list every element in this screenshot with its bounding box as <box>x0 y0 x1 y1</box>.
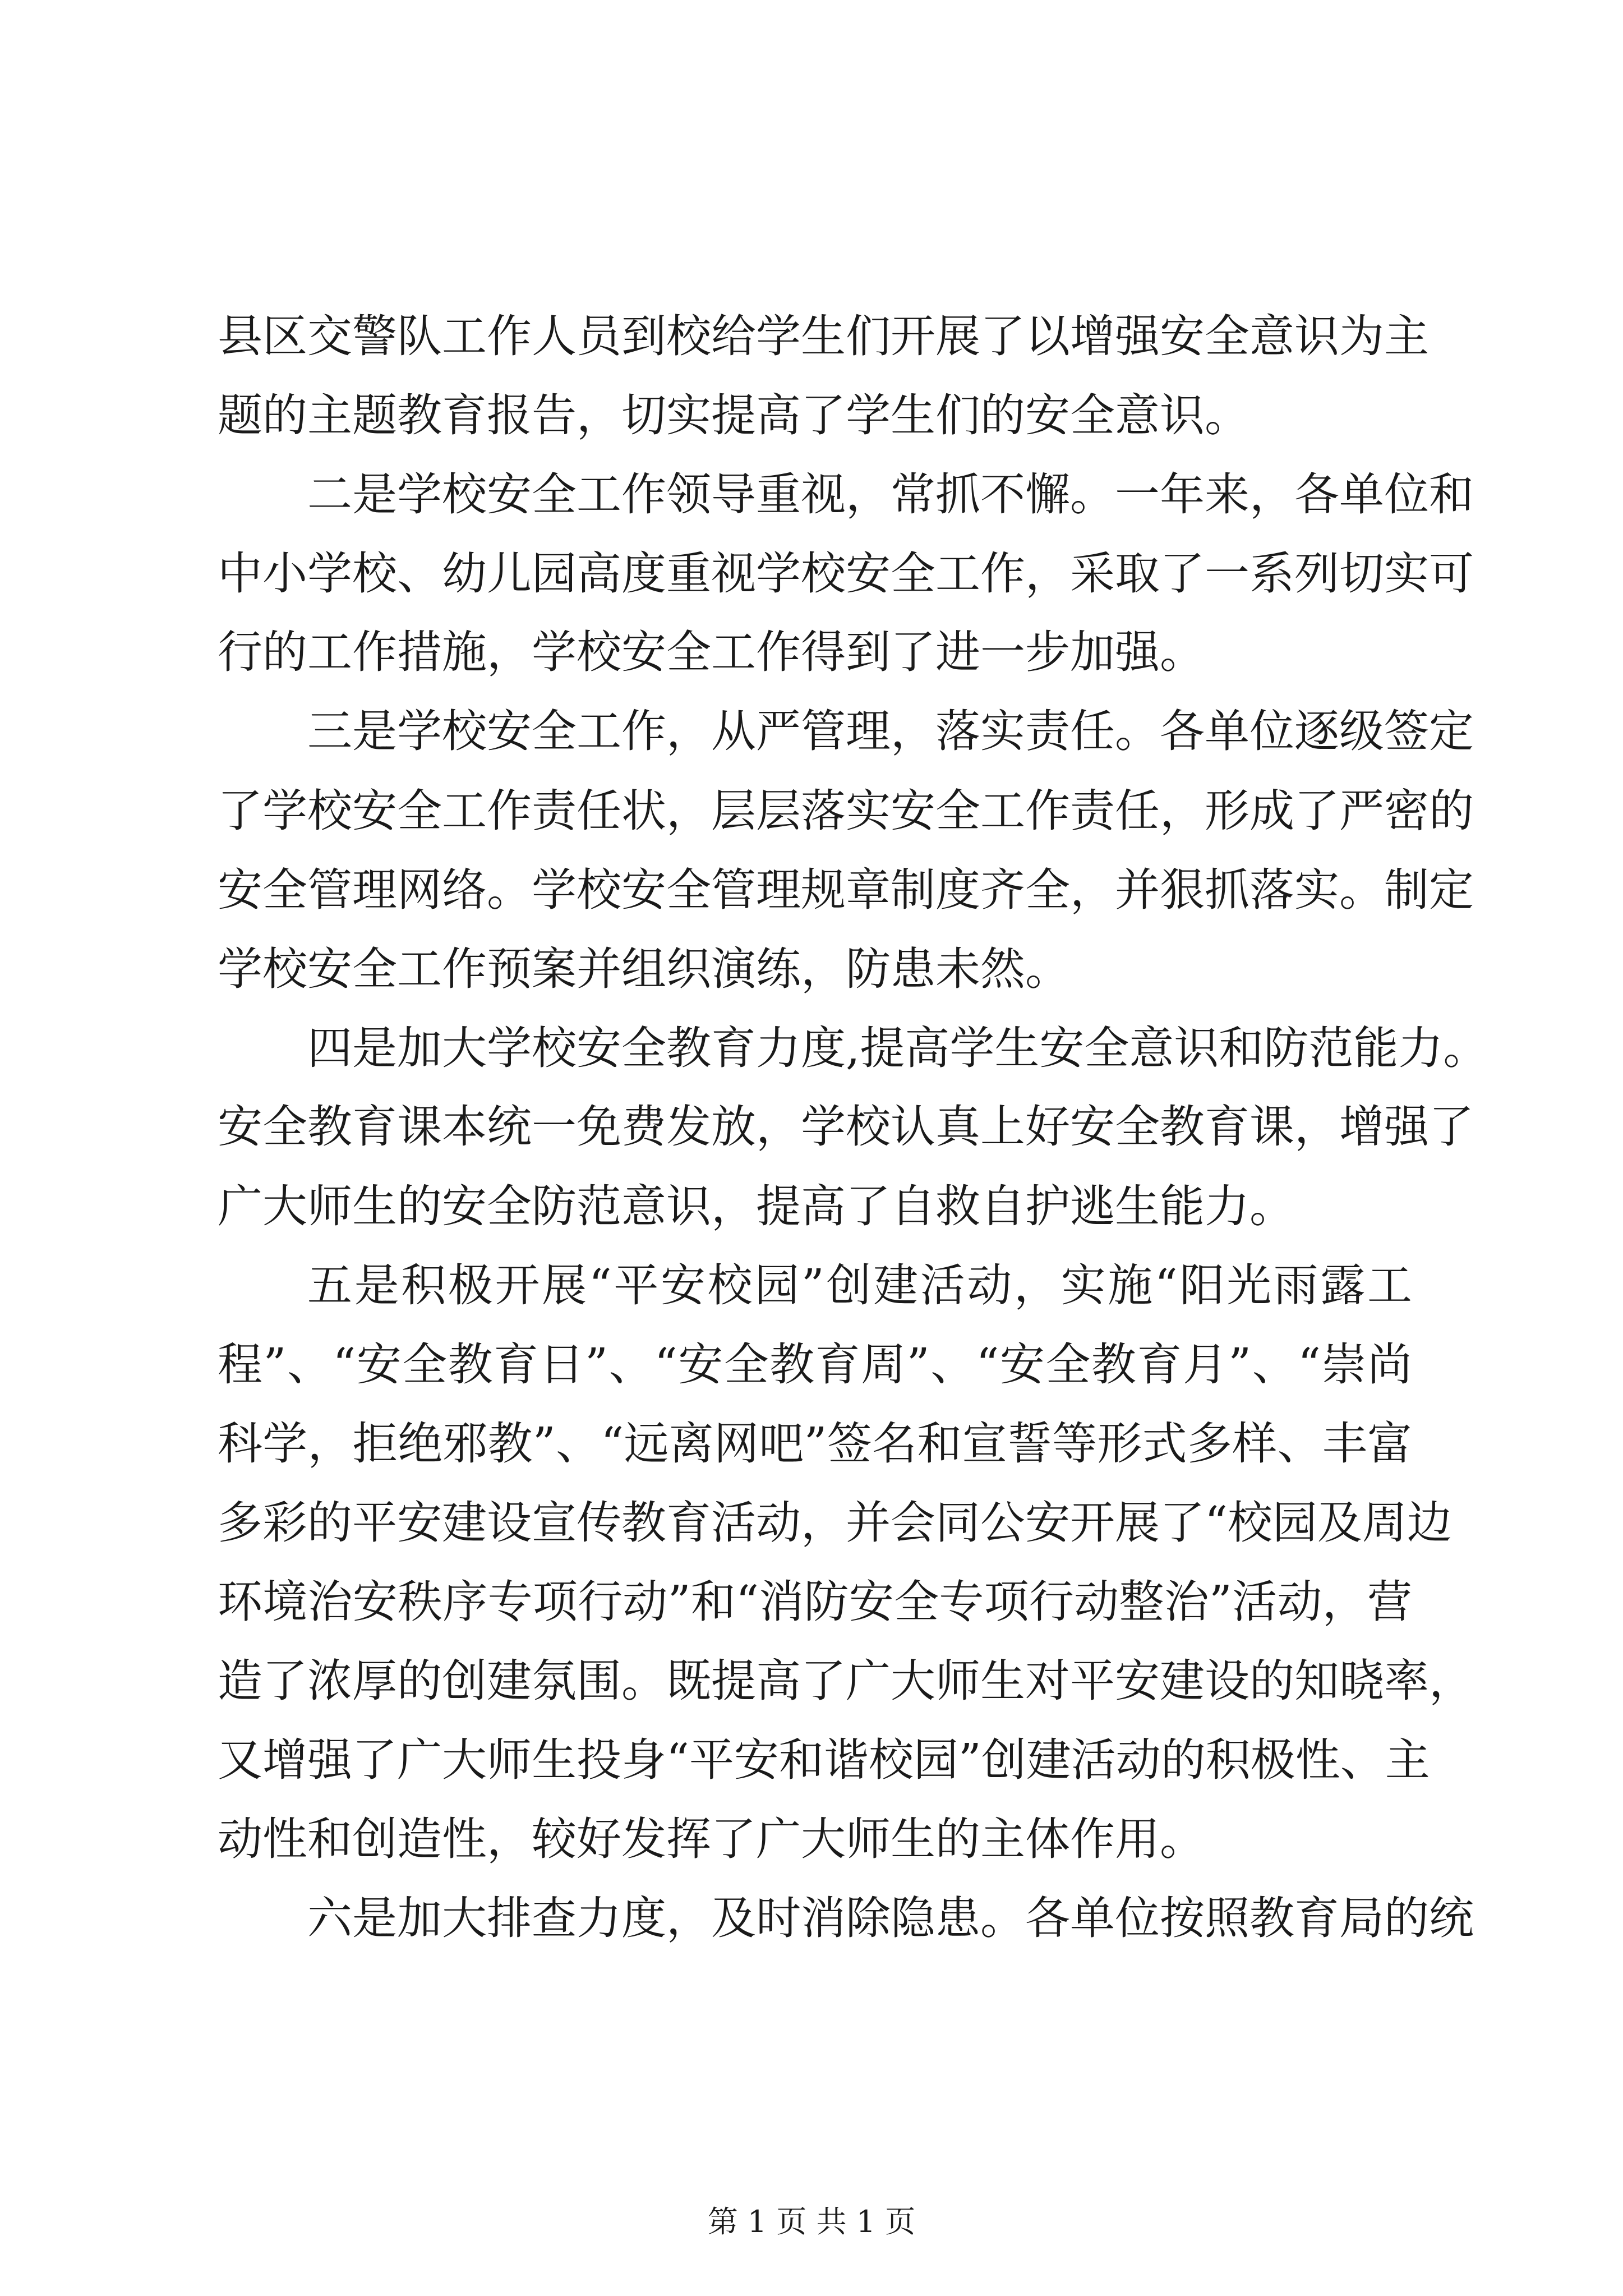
text-line-13: 五是积极开展“平安校园”创建活动，实施“阳光雨露工 <box>307 1259 1412 1312</box>
text-line-6: 三是学校安全工作，从严管理，落实责任。各单位逐级签定 <box>307 705 1474 757</box>
text-line-17: 环境治安秩序专项行动”和“消防安全专项行动整治”活动，营 <box>218 1576 1412 1628</box>
text-line-19: 又增强了广大师生投身“平安和谐校园”创建活动的积极性、主 <box>218 1734 1430 1786</box>
text-line-20: 动性和创造性，较好发挥了广大师生的主体作用。 <box>218 1813 1205 1865</box>
text-line-8: 安全管理网络。学校安全管理规章制度齐全，并狠抓落实。制定 <box>218 864 1474 916</box>
text-line-9: 学校安全工作预案并组织演练，防患未然。 <box>218 943 1070 995</box>
page-footer: 第 1 页 共 1 页 <box>707 2204 916 2239</box>
text-line-21: 六是加大排查力度，及时消除隐患。各单位按照教育局的统 <box>307 1892 1474 1944</box>
text-line-10: 四是加大学校安全教育力度,提高学生安全意识和防范能力。 <box>307 1022 1488 1074</box>
text-line-14: 程”、“安全教育日”、“安全教育周”、“安全教育月”、“崇尚 <box>218 1338 1412 1391</box>
text-line-3: 二是学校安全工作领导重视，常抓不懈。一年来，各单位和 <box>307 468 1474 521</box>
text-line-5: 行的工作措施，学校安全工作得到了进一步加强。 <box>218 626 1205 678</box>
text-line-7: 了学校安全工作责任状，层层落实安全工作责任，形成了严密的 <box>218 785 1474 837</box>
text-line-2: 题的主题教育报告，切实提高了学生们的安全意识。 <box>218 389 1249 441</box>
text-line-16: 多彩的平安建设宣传教育活动，并会同公安开展了“校园及周边 <box>218 1497 1452 1549</box>
text-line-12: 广大师生的安全防范意识，提高了自救自护逃生能力。 <box>218 1180 1294 1232</box>
text-line-11: 安全教育课本统一免费发放，学校认真上好安全教育课，增强了 <box>218 1101 1474 1153</box>
text-line-15: 科学，拒绝邪教”、“远离网吧”签名和宣誓等形式多样、丰富 <box>218 1418 1412 1470</box>
text-line-1: 县区交警队工作人员到校给学生们开展了以增强安全意识为主 <box>218 310 1429 362</box>
text-line-4: 中小学校、幼儿园高度重视学校安全工作，采取了一系列切实可 <box>218 547 1474 600</box>
text-line-18: 造了浓厚的创建氛围。既提高了广大师生对平安建设的知晓率， <box>218 1655 1474 1707</box>
